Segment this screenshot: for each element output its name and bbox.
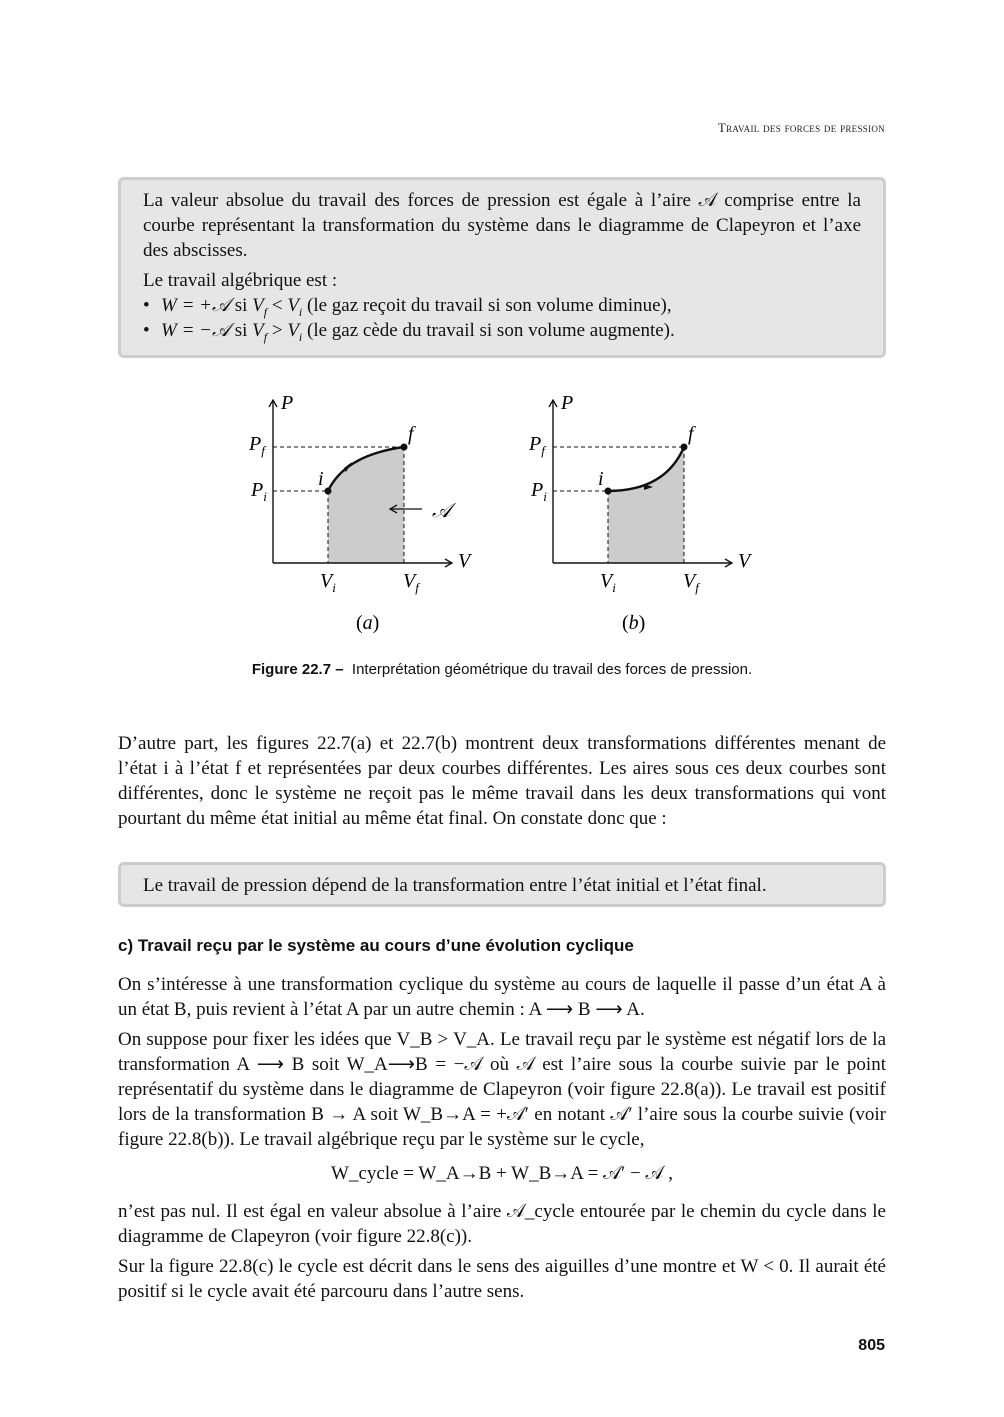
figure-caption	[0, 661, 1004, 678]
area-fill-a	[328, 447, 404, 563]
section-heading: c) Travail reçu par le système au cours d’une évolution cyclique	[118, 936, 634, 955]
x-axis-label-b: V	[738, 550, 751, 572]
bullet-item-positive: • W = +𝒜 si $V_f < V_i$ (le gaz reçoit du travail si son volume diminue),	[143, 295, 672, 319]
svg-text:Pf: $P_f$	[529, 433, 545, 458]
svg-text:Pi: $P_i$	[251, 479, 267, 504]
svg-text:Pi: $P_i$	[531, 479, 547, 504]
caption-number: Figure 22.7 –	[251, 661, 344, 678]
key-statement-box	[118, 862, 886, 907]
svg-text:Vi: $V_i$	[600, 570, 616, 595]
area-label-a: 𝒜	[432, 500, 451, 522]
definition-text: La valeur absolue du travail des forces de pression est égale à l’aire 𝒜 comprise entre la courbe représentant la transformation du système dans le diagramme de Clapeyron et l’axe des abscisses.	[143, 190, 861, 261]
paragraph-sens: Sur la figure 22.8(c) le cycle est décrit dans le sens des aiguilles d’une montre et W < 0. Il aurait été positif si le cycle avait été parcouru dans l’autre sens.	[118, 1256, 886, 1302]
figure-22-7	[0, 380, 1004, 650]
svg-text:Vf: $V_f$	[683, 570, 699, 595]
definition-box	[118, 177, 886, 358]
svg-text:Vi: $V_i$	[320, 570, 336, 595]
x-axis-label-a: V	[458, 550, 471, 572]
equation-w-cycle: W_cycle = W_A→B + W_B→A = 𝒜′ − 𝒜 ,	[331, 1163, 673, 1184]
point-label-i-a: i	[318, 468, 324, 490]
panel-label-b: (b)	[622, 612, 646, 634]
point-label-f-a: f	[408, 423, 414, 445]
paragraph-autre-part: D’autre part, les figures 22.7(a) et 22.7(b) montrent deux transformations différentes menant de l’état i à l’état f et représentées par deux courbes différentes. Les aires sous ces deux courbes sont différentes, donc le système ne reçoit pas le même travail dans les deux transformations qui vont pourtant du même état initial au même état final. On constate donc que :	[118, 733, 886, 829]
svg-text:Pf: $P_f$	[249, 433, 265, 458]
key-statement-text: Le travail de pression dépend de la transformation entre l’état initial et l’état final.	[143, 875, 767, 896]
caption-text: Interprétation géométrique du travail des forces de pression.	[351, 661, 753, 678]
running-head: Travail des forces de pression	[717, 120, 885, 135]
paragraph-nul: n’est pas nul. Il est égal en valeur absolue à l’aire 𝒜_cycle entourée par le chemin du cycle dans le diagramme de Clapeyron (voir figure 22.8(c)).	[118, 1201, 886, 1247]
point-label-f-b: f	[688, 423, 694, 445]
panel-b	[528, 392, 753, 634]
bullet-item-negative: • W = −𝒜 si $V_f > V_i$ (le gaz cède du travail si son volume augmente).	[143, 320, 675, 344]
y-axis-label-a: P	[281, 392, 294, 414]
svg-text:Vf: $V_f$	[403, 570, 419, 595]
panel-a	[248, 392, 473, 634]
page-number: 805	[858, 1337, 885, 1354]
paragraph-suppose: On suppose pour fixer les idées que V_B > V_A. Le travail reçu par le système est négatif lors de la transformation A ⟶ B soit W_A⟶B = −𝒜 où 𝒜 est l’aire sous la courbe suivie par le point représentatif du système dans le diagramme de Clapeyron (voir figure 22.8(a)). Le travail est positif lors de la transformation B → A soit W_B→A = +𝒜′ en notant 𝒜′ l’aire sous la courbe suivie (voir figure 22.8(b)). Le travail algébrique reçu par le système sur le cycle,	[118, 1029, 886, 1150]
panel-label-a: (a)	[356, 612, 380, 634]
paragraph-cycle: On s’intéresse à une transformation cyclique du système au cours de laquelle il passe d’un état A à un état B, puis revient à l’état A par un autre chemin : A ⟶ B ⟶ A.	[118, 974, 886, 1020]
y-axis-label-b: P	[561, 392, 574, 414]
point-label-i-b: i	[598, 468, 604, 490]
algebraic-work-intro: Le travail algébrique est :	[143, 270, 338, 291]
